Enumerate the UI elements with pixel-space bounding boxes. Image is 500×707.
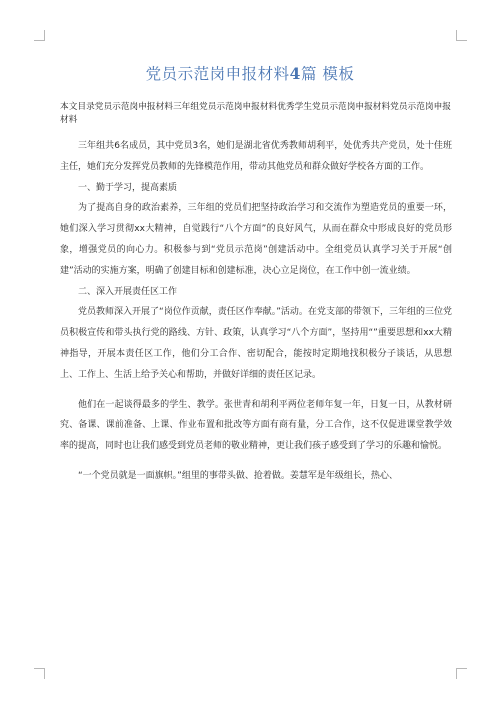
document-title: [0, 62, 500, 84]
paragraph-responsibility: 党员教师深入开展了“岗位作贡献，责任区作奉献。”活动。在党支部的带领下，三年组的三位党员积极宣传和带头执行党的路线、方针、政策，认真学习“八个方面”，坚持用“”重要思想和xx大精神指导，开展本责任区工作，他们分工合作、密切配合，能按时定期地找积极分子谈话，从思想上、工作上、生活上给予关心和帮助，并做好详细的责任区记录。: [60, 307, 452, 380]
section-heading-1: 一、勤于学习，提高素质: [78, 182, 178, 193]
paragraph-study: 为了提高自身的政治素养，三年组的党员们把坚持政治学习和交流作为塑造党员的重要一环，她们深入学习贯彻xx大精神，自觉践行“八个方面”的良好风气，从而在群众中形成良好的党员形象，增强党员的向心力。积极参与到“党员示范岗”创建活动中。全组党员认真学习关于开展“创建”活动的实施方案，明确了创建目标和创建标准，决心立足岗位，在工作中创一流业绩。: [60, 203, 452, 276]
section-heading-2: 二、深入开展责任区工作: [78, 286, 178, 297]
crop-mark-top-right: [456, 30, 467, 41]
paragraph-teaching: 他们在一起谈得最多的学生、教学。张世青和胡利平两位老师年复一年，日复一日，从教材研究、备课、课前准备、上课、作业布置和批改等方面有商有量，分工合作，这不仅促进课堂教学效率的提高，同时也让我们感受到党员老师的敬业精神，更让我们孩子感受到了学习的乐趣和愉悦。: [60, 399, 452, 452]
title-suffix: 篇 模板: [300, 65, 355, 83]
crop-mark-bottom-right: [456, 668, 467, 679]
crop-mark-bottom-left: [34, 668, 45, 679]
title-main: 党员示范岗申报材料: [145, 65, 290, 83]
paragraph-flag: “一个党员就是一面旗帜。”组里的事带头做、抢着做。姜慧军是年级组长，热心、: [78, 470, 398, 481]
table-of-contents: 本文目录党员示范岗申报材料三年组党员示范岗申报材料优秀学生党员示范岗申报材料党员示范岗申报材料: [60, 102, 451, 125]
paragraph-intro: 三年组共6名成员，其中党员3名，她们是湖北省优秀教师胡利平，处优秀共产党员，处十佳班主任，她们充分发挥党员教师的先锋模范作用，带动其他党员和群众做好学校各方面的工作。: [60, 141, 452, 172]
crop-mark-top-left: [34, 30, 45, 41]
title-number: 4: [289, 64, 301, 83]
document-body: [60, 136, 452, 487]
